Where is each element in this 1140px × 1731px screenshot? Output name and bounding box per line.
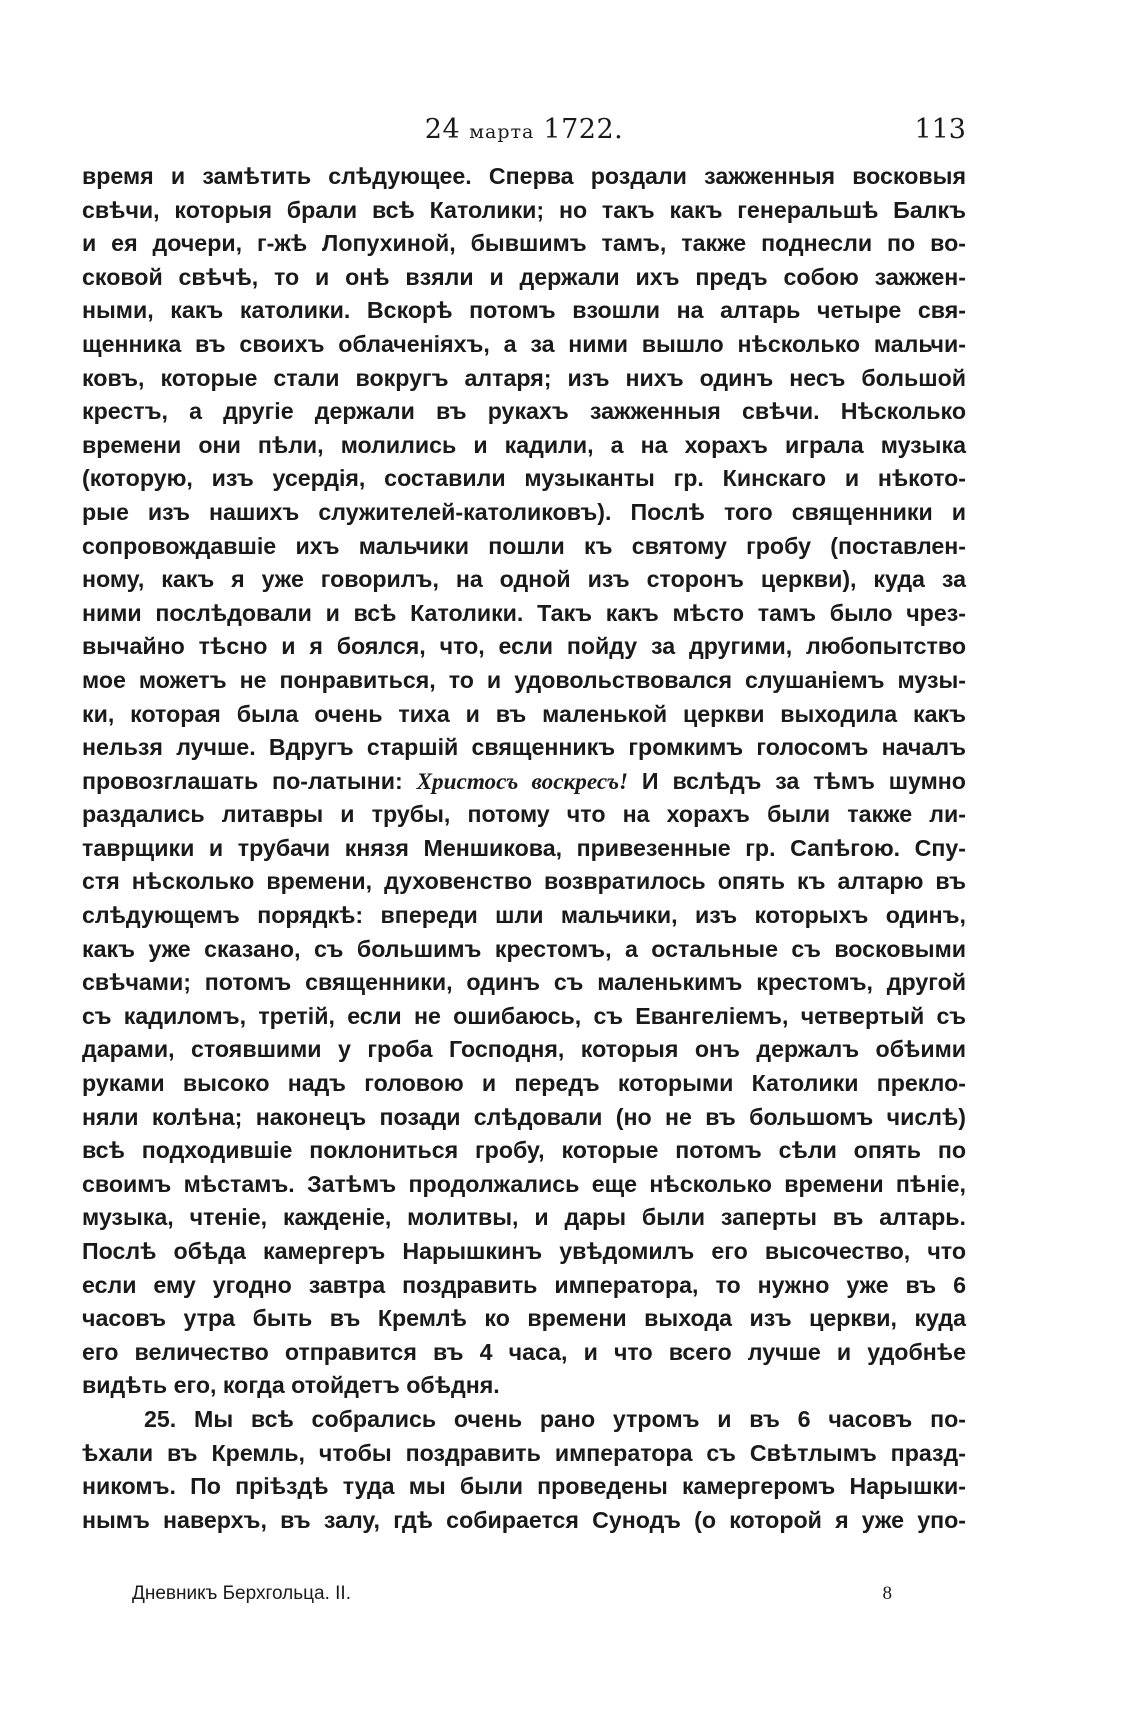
text-line: свѣчи, которыя брали всѣ Католики; но такъ какъ генеральшѣ Балкъ bbox=[82, 196, 966, 223]
text-line: ными, какъ католики. Вскорѣ потомъ взошли на алтарь четыре свя- bbox=[82, 297, 966, 324]
text-line: и ея дочери, г-жѣ Лопухиной, бывшимъ тамъ, также поднесли по во- bbox=[82, 230, 966, 257]
header-month: марта bbox=[469, 121, 535, 143]
text-line: няли колѣна; наконецъ позади слѣдовали (но не въ большомъ числѣ) bbox=[82, 1103, 966, 1130]
text-line: руками высоко надъ головою и передъ которыми Католики прекло- bbox=[82, 1070, 966, 1097]
page-footer bbox=[132, 1583, 892, 1609]
book-page bbox=[82, 0, 966, 1731]
text-line: крестъ, а другіе держали въ рукахъ зажженныя свѣчи. Нѣсколько bbox=[82, 398, 966, 425]
text-line: нымъ наверхъ, въ залу, гдѣ собирается Сунодъ (о которой я уже упо- bbox=[82, 1506, 966, 1533]
text-line: время и замѣтить слѣдующее. Сперва роздали зажженныя восковыя bbox=[82, 163, 966, 189]
text-line-with-quote bbox=[82, 765, 966, 799]
paragraph-start-line: 25. Мы всѣ собрались очень рано утромъ и въ 6 часовъ по- bbox=[144, 1405, 966, 1432]
text-line: музыка, чтеніе, кажденіе, молитвы, и дары были заперты въ алтарь. bbox=[82, 1204, 966, 1231]
text-line: таврщики и трубачи князя Меншикова, привезенные гр. Сапѣгою. Спу- bbox=[82, 834, 966, 861]
book-signature: Дневникъ Берхгольца. II. bbox=[132, 1583, 351, 1604]
text-line: съ кадиломъ, третій, если не ошибаюсь, съ Евангеліемъ, четвертый съ bbox=[82, 1002, 966, 1029]
page-number: 113 bbox=[914, 114, 966, 145]
text-line: стя нѣсколько времени, духовенство возвратилось опять къ алтарю въ bbox=[82, 868, 966, 895]
main-text bbox=[82, 160, 966, 1537]
text-line: если ему угодно завтра поздравить императора, то нужно уже въ 6 bbox=[82, 1271, 966, 1298]
text-line: рые изъ нашихъ служителей-католиковъ). Послѣ того священники и bbox=[82, 498, 966, 525]
italic-quote: Христосъ воскресъ! bbox=[416, 768, 629, 795]
text-line: своимъ мѣстамъ. Затѣмъ продолжались еще нѣсколько времени пѣніе, bbox=[82, 1170, 966, 1197]
text-line: ѣхали въ Кремль, чтобы поздравить императора съ Свѣтлымъ празд- bbox=[82, 1439, 966, 1466]
text-line: свѣчами; потомъ священники, одинъ съ маленькимъ крестомъ, другой bbox=[82, 969, 966, 996]
text-line: никомъ. По пріѣздѣ туда мы были проведены камергеромъ Нарышки- bbox=[82, 1473, 966, 1500]
text-fragment: И вслѣдъ за тѣмъ шумно bbox=[641, 767, 966, 794]
text-line: дарами, стоявшими у гроба Господня, которыя онъ держалъ обѣими bbox=[82, 1036, 966, 1063]
text-line: его величество отправится въ 4 часа, и что всего лучше и удобнѣе bbox=[82, 1338, 966, 1365]
header-year: 1722. bbox=[543, 114, 624, 145]
running-title bbox=[82, 114, 966, 145]
text-line: сопровождавшіе ихъ мальчики пошли къ святому гробу (поставлен- bbox=[82, 532, 966, 559]
text-line: сковой свѣчѣ, то и онѣ взяли и держали ихъ предъ собою зажжен- bbox=[82, 263, 966, 290]
header-day: 24 bbox=[424, 114, 461, 145]
text-line: Послѣ обѣда камергеръ Нарышкинъ увѣдомилъ его высочество, что bbox=[82, 1238, 966, 1264]
text-line: нельзя лучше. Вдругъ старшій священникъ громкимъ голосомъ началъ bbox=[82, 734, 966, 761]
text-line: раздались литавры и трубы, потому что на хорахъ были также ли- bbox=[82, 801, 966, 828]
text-line: какъ уже сказано, съ большимъ крестомъ, а остальные съ восковыми bbox=[82, 935, 966, 962]
text-line: ковъ, которые стали вокругъ алтаря; изъ нихъ одинъ несъ большой bbox=[82, 364, 966, 391]
text-line: ному, какъ я уже говорилъ, на одной изъ сторонъ церкви), куда за bbox=[82, 566, 966, 593]
text-line: слѣдующемъ порядкѣ: впереди шли мальчики, изъ которыхъ одинъ, bbox=[82, 902, 966, 929]
text-line: времени они пѣли, молились и кадили, а на хорахъ играла музыка bbox=[82, 431, 966, 458]
text-line: вычайно тѣсно и я боялся, что, если пойду за другими, любопытство bbox=[82, 633, 966, 660]
text-line: ними послѣдовали и всѣ Католики. Такъ какъ мѣсто тамъ было чрез- bbox=[82, 599, 966, 626]
page-header bbox=[82, 114, 966, 148]
signature-mark: 8 bbox=[882, 1583, 892, 1604]
text-line: часовъ утра быть въ Кремлѣ ко времени выхода изъ церкви, куда bbox=[82, 1305, 966, 1332]
text-line: щенника въ своихъ облаченіяхъ, а за ними вышло нѣсколько мальчи- bbox=[82, 330, 966, 357]
text-line: всѣ подходившіе поклониться гробу, которые потомъ сѣли опять по bbox=[82, 1137, 966, 1164]
text-line-paragraph-end: видѣть его, когда отойдетъ обѣдня. bbox=[82, 1372, 500, 1399]
text-line: мое можетъ не понравиться, то и удовольствовался слушаніемъ музы- bbox=[82, 666, 966, 693]
text-fragment: провозглашать по-латыни: bbox=[82, 767, 403, 794]
text-line: ки, которая была очень тиха и въ маленькой церкви выходила какъ bbox=[82, 700, 966, 727]
text-line: (которую, изъ усердія, составили музыканты гр. Кинскаго и нѣкото- bbox=[82, 465, 966, 492]
